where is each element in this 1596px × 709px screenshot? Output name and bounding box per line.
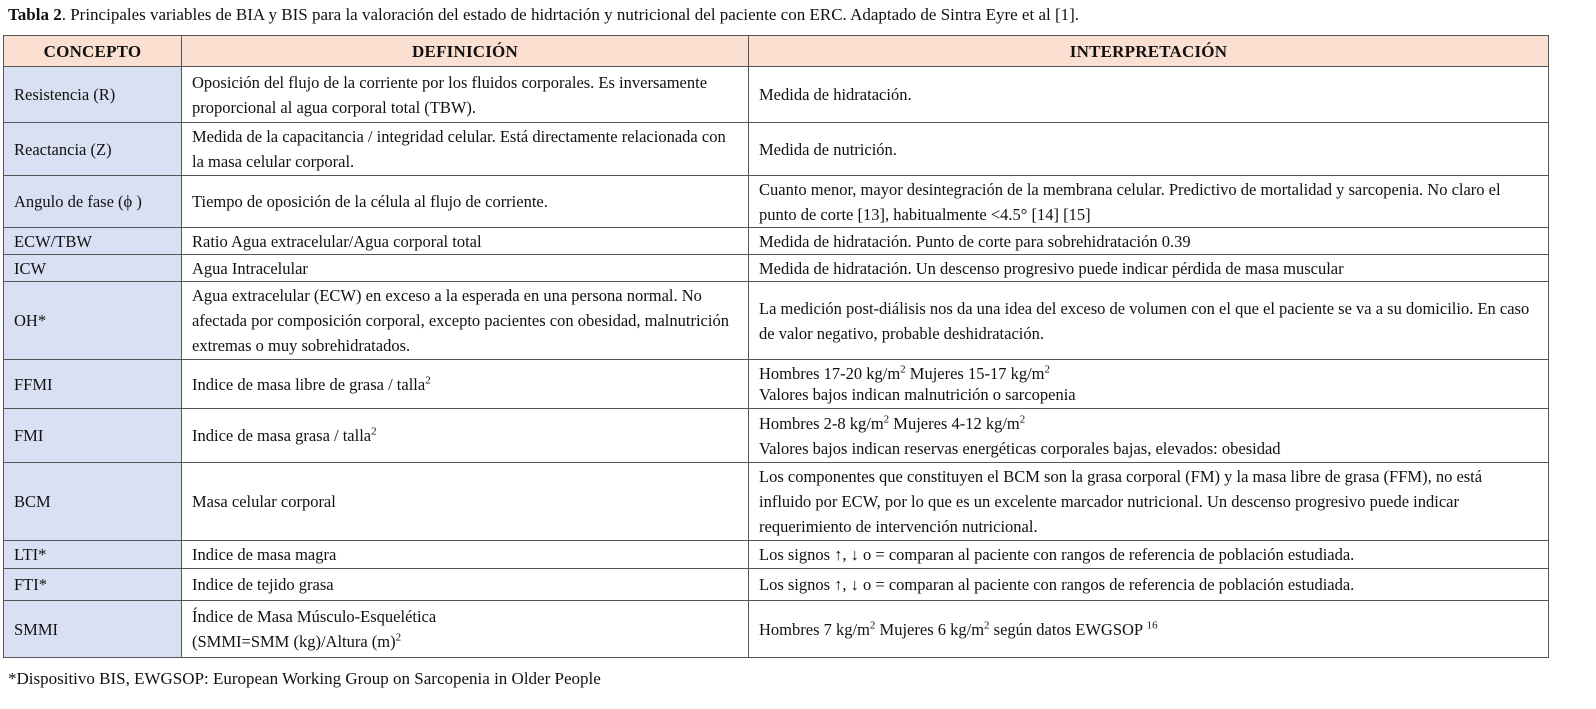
interp-text: según datos EWGSOP [989, 619, 1147, 639]
superscript: 2 [1019, 413, 1026, 425]
table-row [4, 176, 1549, 228]
concepto-cell: BCM [4, 463, 182, 541]
definicion-cell [182, 601, 749, 658]
definicion-text: Índice de Masa Músculo-Esquelética [192, 607, 437, 626]
interpretacion-cell: Los componentes que constituyen el BCM son la grasa corporal (FM) y la masa libre de grasa (FFM), no está influido por ECW, por lo que es un excelente marcador nutricional. Un descenso progresivo puede indicar requerimiento de intervención nutricional. [749, 463, 1549, 541]
concepto-cell: Reactancia (Z) [4, 123, 182, 176]
superscript: 2 [883, 413, 890, 425]
interpretacion-cell: Medida de hidratación. [749, 67, 1549, 123]
table-footnote: *Dispositivo BIS, EWGSOP: European Working Group on Sarcopenia in Older People [8, 669, 601, 688]
table-row [4, 601, 1549, 658]
header-interpretacion: INTERPRETACIÓN [749, 36, 1549, 67]
definicion-cell: Indice de masa magra [182, 541, 749, 569]
table-row [4, 463, 1549, 541]
definicion-cell: Indice de tejido grasa [182, 569, 749, 601]
interp-text: Mujeres 4-12 kg/m [889, 413, 1020, 433]
superscript: 2 [869, 619, 876, 631]
definicion-cell: Oposición del flujo de la corriente por los fluidos corporales. Es inversamente proporcional al agua corporal total (TBW). [182, 67, 749, 123]
superscript: 2 [395, 631, 402, 644]
header-definicion: DEFINICIÓN [182, 36, 749, 67]
interpretacion-cell: Medida de hidratación. Un descenso progresivo puede indicar pérdida de masa muscular [749, 255, 1549, 282]
interp-text: Valores bajos indican reservas energéticas corporales bajas, elevados: obesidad [759, 438, 1281, 458]
interp-text: Hombres 7 kg/m [759, 619, 870, 639]
interpretacion-cell [749, 409, 1549, 463]
interp-text: Hombres 2-8 kg/m [759, 413, 884, 433]
table-row [4, 228, 1549, 255]
interp-text: Valores bajos indican malnutrición o sarcopenia [759, 385, 1076, 404]
table-row [4, 255, 1549, 282]
table-row [4, 282, 1549, 360]
superscript: 2 [1044, 363, 1051, 376]
superscript: 2 [425, 374, 431, 386]
concepto-cell: FMI [4, 409, 182, 463]
definicion-text: Indice de masa libre de grasa / talla [192, 374, 426, 394]
definicion-cell: Agua extracelular (ECW) en exceso a la esperada en una persona normal. No afectada por composición corporal, excepto pacientes con obesidad, malnutrición extremas o muy sobrehidratados. [182, 282, 749, 360]
superscript: 2 [984, 619, 990, 631]
variables-table [3, 35, 1549, 658]
definicion-cell [182, 409, 749, 463]
definicion-text: (SMMI=SMM (kg)/Altura (m) [192, 632, 396, 651]
table-row [4, 67, 1549, 123]
definicion-text: Indice de masa grasa / talla [192, 426, 372, 445]
table-row [4, 569, 1549, 601]
definicion-cell [182, 360, 749, 409]
header-row [4, 36, 1549, 67]
interpretacion-cell: Medida de hidratación. Punto de corte para sobrehidratación 0.39 [749, 228, 1549, 255]
table-caption [8, 5, 1079, 25]
interpretacion-cell [749, 601, 1549, 658]
table-row [4, 409, 1549, 463]
interpretacion-cell: Medida de nutrición. [749, 123, 1549, 176]
interp-text: Mujeres 6 kg/m [875, 619, 985, 639]
definicion-cell: Ratio Agua extracelular/Agua corporal total [182, 228, 749, 255]
concepto-cell: OH* [4, 282, 182, 360]
superscript: 16 [1146, 619, 1158, 631]
superscript: 2 [900, 363, 906, 376]
interpretacion-cell: Cuanto menor, mayor desintegración de la membrana celular. Predictivo de mortalidad y sarcopenia. No claro el punto de corte [13], habitualmente <4.5° [14] [15] [749, 176, 1549, 228]
concepto-cell: LTI* [4, 541, 182, 569]
definicion-cell: Masa celular corporal [182, 463, 749, 541]
interpretacion-cell: La medición post-diálisis nos da una idea del exceso de volumen con el que el paciente se va a su domicilio. En caso de valor negativo, probable deshidratación. [749, 282, 1549, 360]
interpretacion-cell [749, 360, 1549, 409]
interpretacion-cell: Los signos ↑, ↓ o = comparan al paciente con rangos de referencia de población estudiada. [749, 541, 1549, 569]
definicion-cell: Tiempo de oposición de la célula al flujo de corriente. [182, 176, 749, 228]
caption-text: . Principales variables de BIA y BIS para la valoración del estado de hidrtación y nutricional del paciente con ERC. Adaptado de Sintra Eyre et al [1]. [61, 5, 1080, 24]
concepto-cell: FTI* [4, 569, 182, 601]
table-row [4, 123, 1549, 176]
interp-text: Hombres 17-20 kg/m [759, 364, 901, 383]
concepto-cell: ICW [4, 255, 182, 282]
table-row [4, 541, 1549, 569]
header-concepto: CONCEPTO [4, 36, 182, 67]
superscript: 2 [371, 425, 377, 438]
definicion-cell: Agua Intracelular [182, 255, 749, 282]
concepto-cell: Angulo de fase (ϕ ) [4, 176, 182, 228]
concepto-cell: FFMI [4, 360, 182, 409]
concepto-cell: SMMI [4, 601, 182, 658]
concepto-cell: Resistencia (R) [4, 67, 182, 123]
table-row [4, 360, 1549, 409]
caption-label: Tabla 2 [8, 5, 62, 24]
concepto-cell: ECW/TBW [4, 228, 182, 255]
definicion-cell: Medida de la capacitancia / integridad celular. Está directamente relacionada con la masa celular corporal. [182, 123, 749, 176]
interp-text: Mujeres 15-17 kg/m [905, 364, 1045, 383]
interpretacion-cell: Los signos ↑, ↓ o = comparan al paciente con rangos de referencia de población estudiada. [749, 569, 1549, 601]
